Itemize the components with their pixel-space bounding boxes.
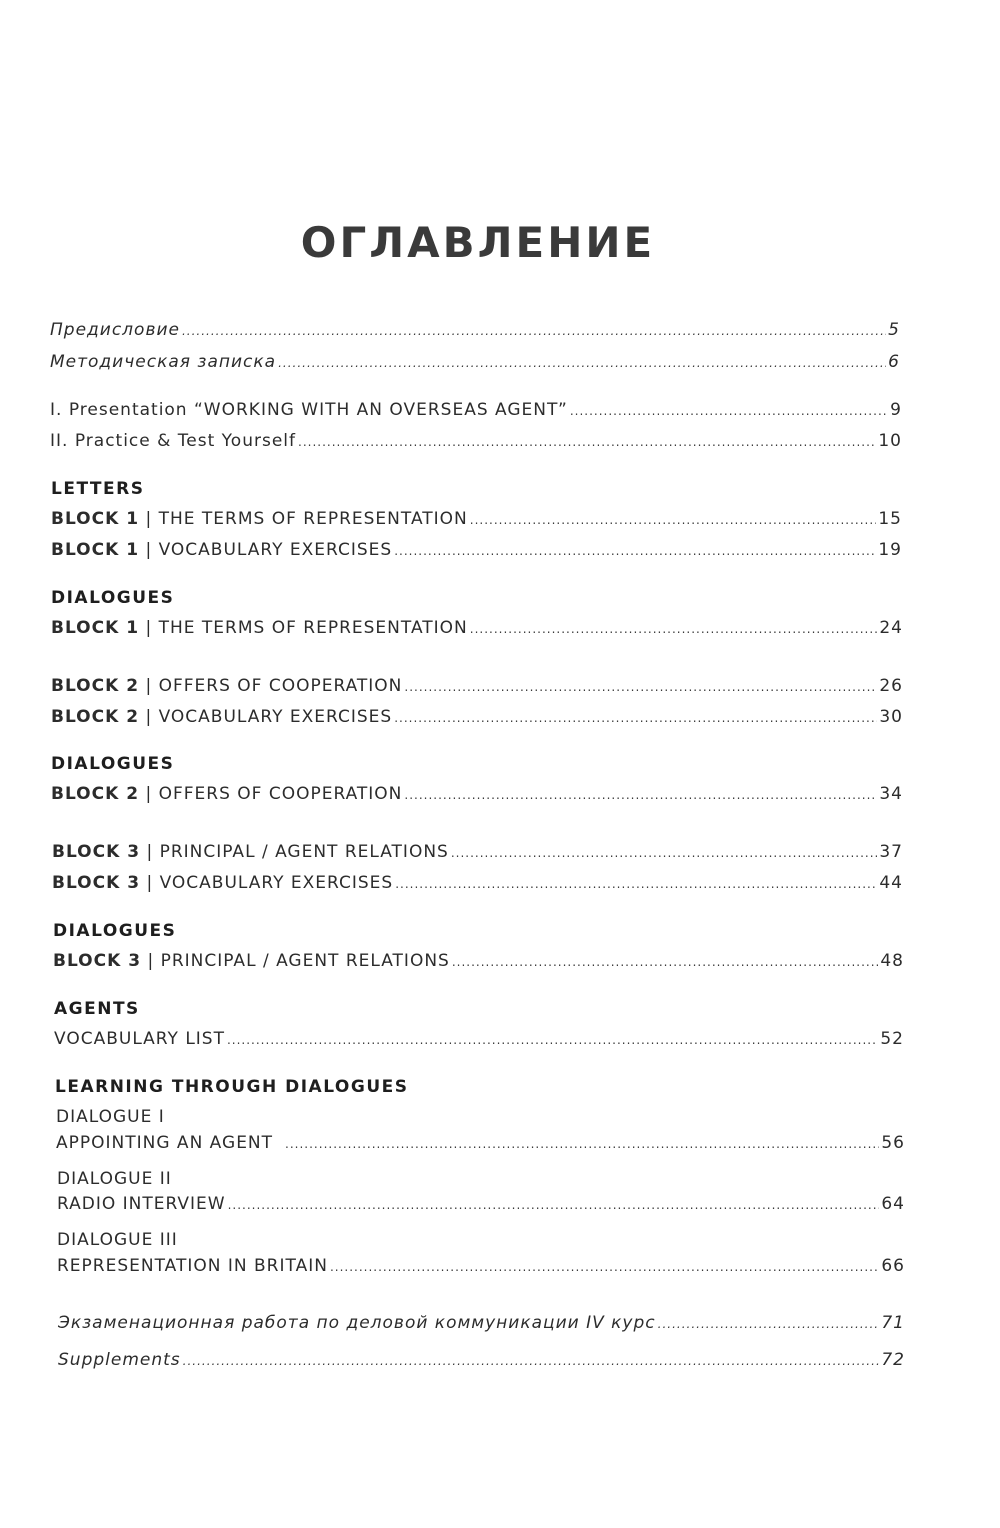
toc-page-number: 6 — [888, 352, 900, 372]
dot-leader — [658, 1317, 880, 1331]
toc-page-number: 37 — [879, 842, 903, 862]
toc-entry-block2-vocab[interactable] — [51, 707, 903, 727]
toc-page-number: 10 — [878, 431, 902, 451]
dot-leader — [452, 955, 879, 969]
toc-entry-methodical-note[interactable] — [50, 352, 900, 372]
toc-entry-label: Методическая записка — [50, 352, 277, 372]
toc-entry-dialogues-block3[interactable] — [53, 951, 904, 971]
toc-entry-block1-terms[interactable] — [51, 509, 902, 529]
toc-page-number: 9 — [890, 400, 902, 420]
toc-page-number: 24 — [879, 618, 903, 638]
toc-entry-radio-interview[interactable] — [57, 1194, 905, 1214]
dialogue-label: DIALOGUE II — [57, 1169, 172, 1189]
toc-entry-dialogues-block2[interactable] — [51, 784, 903, 804]
toc-entry-dialogues-block1[interactable] — [51, 618, 903, 638]
section-heading-dialogues: DIALOGUES — [51, 588, 175, 608]
toc-entry-label: I. Presentation “WORKING WITH AN OVERSEAS AGENT” — [50, 400, 568, 420]
toc-entry-exam-work[interactable] — [58, 1313, 905, 1333]
toc-entry-block2-offers[interactable] — [51, 676, 903, 696]
toc-entry-presentation[interactable] — [50, 400, 902, 420]
toc-entry-label: BLOCK 1 | VOCABULARY EXERCISES — [51, 540, 393, 560]
dot-leader — [470, 622, 878, 636]
toc-page-number: 72 — [881, 1350, 905, 1370]
toc-entry-label: REPRESENTATION IN BRITAIN — [57, 1256, 328, 1276]
toc-page-number: 52 — [880, 1029, 904, 1049]
toc-entry-label: APPOINTING AN AGENT — [56, 1133, 274, 1153]
toc-entry-label: BLOCK 2 | VOCABULARY EXERCISES — [51, 707, 393, 727]
dot-leader — [278, 356, 886, 370]
toc-page-number: 66 — [881, 1256, 905, 1276]
dot-leader — [228, 1198, 880, 1212]
toc-page-number: 26 — [879, 676, 903, 696]
toc-entry-label: BLOCK 3 | VOCABULARY EXERCISES — [52, 873, 394, 893]
dot-leader — [394, 544, 876, 558]
toc-page-number: 19 — [878, 540, 902, 560]
toc-entry-practice[interactable] — [50, 431, 902, 451]
toc-entry-label: Экзаменационная работа по деловой коммуникации IV курс — [58, 1313, 656, 1333]
dot-leader — [404, 680, 877, 694]
dot-leader — [451, 846, 878, 860]
toc-entry-supplements[interactable] — [58, 1350, 905, 1370]
toc-page-number: 48 — [880, 951, 904, 971]
toc-entry-vocabulary-list[interactable] — [54, 1029, 904, 1049]
section-heading-dialogues: DIALOGUES — [53, 921, 177, 941]
dot-leader — [182, 324, 886, 338]
section-heading-learning: LEARNING THROUGH DIALOGUES — [55, 1077, 409, 1097]
toc-entry-block3-relations[interactable] — [52, 842, 903, 862]
toc-entry-label: II. Practice & Test Yourself — [50, 431, 296, 451]
dot-leader — [570, 404, 888, 418]
page-title: ОГЛАВЛЕНИЕ — [300, 218, 656, 267]
toc-entry-label: BLOCK 3 | PRINCIPAL / AGENT RELATIONS — [53, 951, 450, 971]
toc-entry-label: Предисловие — [50, 320, 180, 340]
toc-page-number: 30 — [879, 707, 903, 727]
section-heading-letters: LETTERS — [51, 479, 145, 499]
dialogue-label: DIALOGUE III — [57, 1230, 178, 1250]
toc-page-number: 56 — [881, 1133, 905, 1153]
toc-page-number: 15 — [878, 509, 902, 529]
toc-entry-block1-vocab[interactable] — [51, 540, 902, 560]
toc-entry-label: VOCABULARY LIST — [54, 1029, 225, 1049]
toc-entry-label: BLOCK 1 | THE TERMS OF REPRESENTATION — [51, 618, 468, 638]
toc-entry-preface[interactable] — [50, 320, 900, 340]
dot-leader — [285, 1137, 879, 1151]
dialogue-label: DIALOGUE I — [56, 1107, 165, 1127]
section-heading-dialogues: DIALOGUES — [51, 754, 175, 774]
toc-page-number: 44 — [879, 873, 903, 893]
dot-leader — [394, 711, 877, 725]
dot-leader — [404, 788, 877, 802]
toc-entry-block3-vocab[interactable] — [52, 873, 903, 893]
dot-leader — [470, 513, 877, 527]
toc-page-number: 71 — [881, 1313, 905, 1333]
toc-page-number: 64 — [881, 1194, 905, 1214]
toc-entry-label: BLOCK 2 | OFFERS OF COOPERATION — [51, 676, 403, 696]
toc-page-number: 5 — [888, 320, 900, 340]
dot-leader — [330, 1260, 879, 1274]
dot-leader — [183, 1354, 880, 1368]
toc-entry-label: BLOCK 1 | THE TERMS OF REPRESENTATION — [51, 509, 468, 529]
toc-entry-label: BLOCK 2 | OFFERS OF COOPERATION — [51, 784, 403, 804]
dot-leader — [395, 877, 877, 891]
dot-leader — [227, 1033, 878, 1047]
toc-entry-appointing-agent[interactable] — [56, 1133, 905, 1153]
section-heading-agents: AGENTS — [54, 999, 140, 1019]
toc-entry-label: Supplements — [58, 1350, 181, 1370]
toc-page-number: 34 — [879, 784, 903, 804]
dot-leader — [298, 435, 876, 449]
toc-entry-label: BLOCK 3 | PRINCIPAL / AGENT RELATIONS — [52, 842, 449, 862]
toc-entry-label: RADIO INTERVIEW — [57, 1194, 226, 1214]
toc-entry-representation-britain[interactable] — [57, 1256, 905, 1276]
